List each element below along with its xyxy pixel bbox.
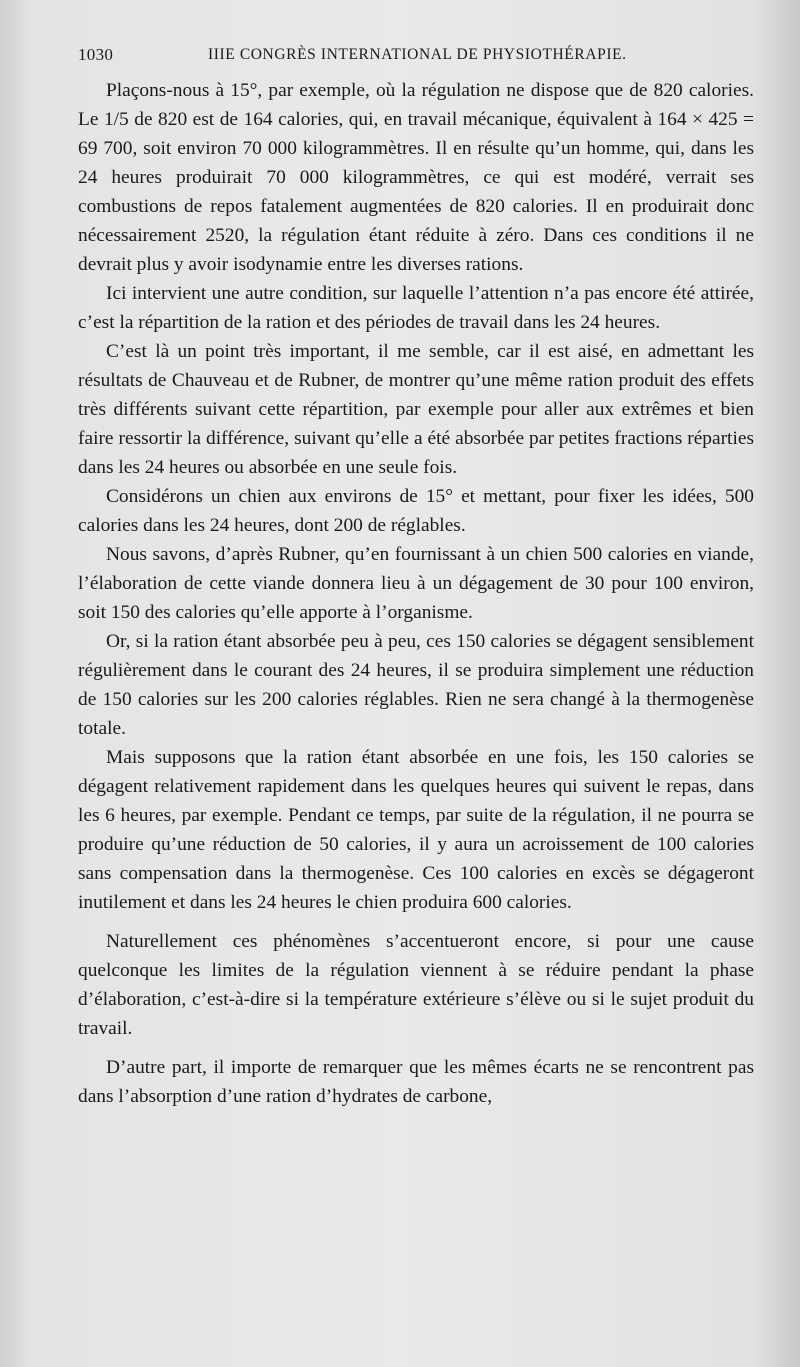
paragraph: C’est là un point très important, il me semble, car il est aisé, en admettant les résultats de Chauveau et de Rubner, de montrer qu’une même ration produit des effets très différents suivant cette répartition, par exemple pour aller aux extrêmes et bien faire ressortir la différence, suivant qu’elle a été absorbée par petites fractions réparties dans les 24 heures ou absorbée en une seule fois. xyxy=(78,341,754,478)
paragraph: Considérons un chien aux environs de 15° et mettant, pour fixer les idées, 500 calories dans les 24 heures, dont 200 de réglables. xyxy=(78,486,754,536)
paragraph: Plaçons-nous à 15°, par exemple, où la régulation ne dispose que de 820 calories. Le 1/5 de 820 est de 164 calories, qui, en travail mécanique, équivalent à 164 × 425 = 69 700, soit environ 70 000 kilogrammètres. Il en résulte qu’un homme, qui, dans les 24 heures produirait 70 000 kilogrammètres, ce qui est modéré, verrait ses combustions de repos fatalement augmentées de 820 calories. Il en produirait donc nécessairement 2520, la régulation étant réduite à zéro. Dans ces conditions il ne devrait plus y avoir isodynamie entre les diverses rations. xyxy=(78,80,754,275)
paragraph: D’autre part, il importe de remarquer que les mêmes écarts ne se rencontrent pas dans l’absorption d’une ration d’hydrates de carbone, xyxy=(78,1057,754,1107)
paragraph: Naturellement ces phénomènes s’accentueront encore, si pour une cause quelconque les limites de la régulation viennent à se réduire pendant la phase d’élaboration, c’est-à-dire si la température extérieure s’élève ou si le sujet produit du travail. xyxy=(78,931,754,1039)
running-title: IIIE CONGRÈS INTERNATIONAL DE PHYSIOTHÉRAPIE. xyxy=(208,46,627,63)
paragraph: Nous savons, d’après Rubner, qu’en fournissant à un chien 500 calories en viande, l’élaboration de cette viande donnera lieu à un dégagement de 30 pour 100 environ, soit 150 des calories qu’elle apporte à l’organisme. xyxy=(78,544,754,623)
paragraph: Ici intervient une autre condition, sur laquelle l’attention n’a pas encore été attirée, c’est la répartition de la ration et des périodes de travail dans les 24 heures. xyxy=(78,283,754,333)
page-number: 1030 xyxy=(78,45,114,64)
running-header xyxy=(78,40,752,70)
paragraph: Mais supposons que la ration étant absorbée en une fois, les 150 calories se dégagent relativement rapidement dans les quelques heures qui suivent le repas, dans les 6 heures, par exemple. Pendant ce temps, par suite de la régulation, il ne pourra se produire qu’une réduction de 50 calories, il y aura un acroissement de 100 calories sans compensation dans la thermogenèse. Ces 100 calories en excès se dégageront inutilement et dans les 24 heures le chien produira 600 calories. xyxy=(78,747,754,913)
body-text xyxy=(78,76,754,1111)
paragraph: Or, si la ration étant absorbée peu à peu, ces 150 calories se dégagent sensiblement régulièrement dans le courant des 24 heures, il se produira simplement une réduction de 150 calories sur les 200 calories réglables. Rien ne sera changé à la thermogenèse totale. xyxy=(78,631,754,739)
